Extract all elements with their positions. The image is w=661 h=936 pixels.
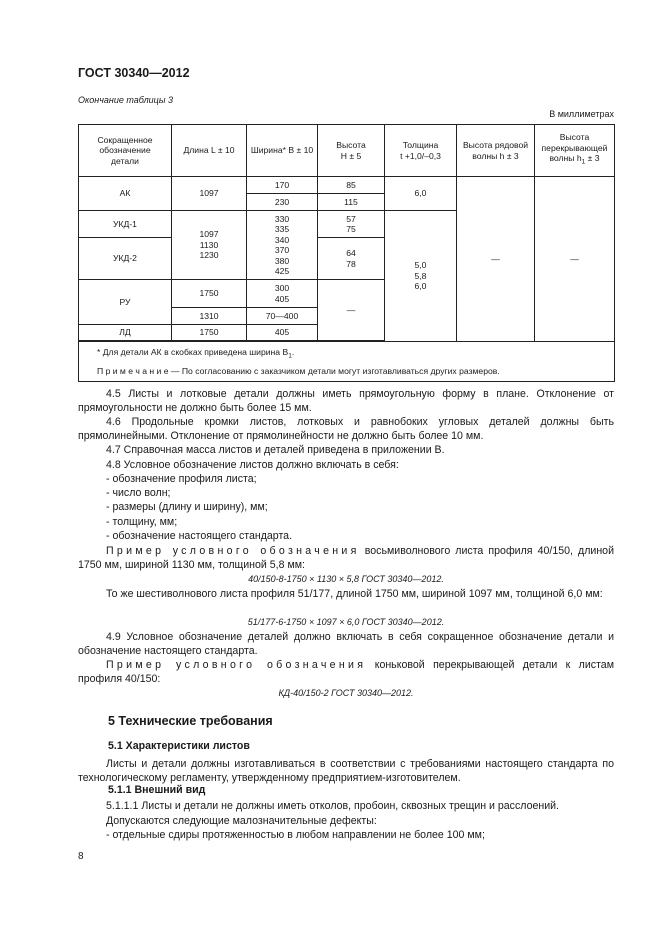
cell-ak-width-2: 230 [247, 194, 318, 211]
formula-2: 51/177-6-1750 × 1097 × 6,0 ГОСТ 30340—2012. [247, 617, 445, 627]
cell-ukd2: УКД-2 [79, 238, 172, 280]
list-item: - обозначение профиля листа; [106, 473, 257, 485]
list-item: - число волн; [106, 487, 171, 499]
paragraph-5-1-1-1: 5.1.1.1 Листы и детали не должны иметь отколов, пробоин, сквозных трещин и расслоений. [106, 800, 559, 812]
paragraph-4-6: 4.6 Продольные кромки листов, лотковых и равнобоких угловых деталей должны быть прямолинейными. Отклонение от прямолинейности не должно быть более 10 мм. [78, 416, 614, 443]
page-number: 8 [78, 851, 84, 862]
list-item: - обозначение настоящего стандарта. [106, 530, 293, 542]
paragraph-5-1: Листы и детали должны изготавливаться в соответствии с требованиями настоящего стандарта по технологическому регламенту, утвержденному предприятием-изготовителем. [78, 758, 614, 785]
cell-ru-length-1: 1750 [172, 280, 247, 308]
cell-wave-row-dash: — [457, 177, 535, 342]
cell-ukd2-height: 64 78 [318, 238, 385, 280]
section-5-1-1-heading: 5.1.1 Внешний вид [108, 784, 206, 796]
cell-wave-over-dash: — [535, 177, 615, 342]
cell-ak-height-2: 115 [318, 194, 385, 211]
formula-3: КД-40/150-2 ГОСТ 30340—2012. [278, 688, 414, 698]
example-2: То же шестиволнового листа профиля 51/177, длиной 1750 мм, шириной 1097 мм, толщиной 6,0 мм: [106, 588, 603, 600]
list-item: - размеры (длину и ширину), мм; [106, 501, 268, 513]
cell-ak-thickness: 6,0 [385, 177, 457, 211]
header-thickness: Толщина t +1,0/–0,3 [385, 125, 457, 177]
cell-ak: АК [79, 177, 172, 211]
cell-ru-width-2: 70—400 [247, 308, 318, 325]
example-3: Пример условного обозначения коньковой перекрывающей детали к листам профиля 40/150: [78, 659, 614, 686]
list-item: - толщину, мм; [106, 516, 178, 528]
header-width: Ширина* В ± 10 [247, 125, 318, 177]
table-notes [79, 342, 615, 382]
table-units: В миллиметрах [549, 109, 614, 119]
cell-thickness-2: 5,0 5,8 6,0 [385, 211, 457, 342]
section-5-1-heading: 5.1 Характеристики листов [108, 740, 250, 752]
cell-ru: РУ [79, 280, 172, 325]
list-item: - отдельные сдиры протяженностью в любом направлении не более 100 мм; [106, 829, 485, 841]
cell-ukd-width: 330 335 340 370 380 425 [247, 211, 318, 280]
header-length: Длина L ± 10 [172, 125, 247, 177]
header-wave-row: Высота рядовой волны h ± 3 [457, 125, 535, 177]
paragraph-4-7: 4.7 Справочная масса листов и деталей приведена в приложении В. [106, 444, 445, 456]
dimensions-table [78, 124, 615, 382]
cell-ld-width: 405 [247, 325, 318, 341]
cell-ak-height-1: 85 [318, 177, 385, 194]
table-caption: Окончание таблицы 3 [78, 95, 173, 105]
table-note: П р и м е ч а н и е — По согласованию с заказчиком детали могут изготавливаться других размеров. [97, 365, 500, 376]
cell-ukd-length: 1097 1130 1230 [172, 211, 247, 280]
paragraph-4-5: 4.5 Листы и лотковые детали должны иметь прямоугольную форму в плане. Отклонение от прямоугольности не должно быть более 15 мм. [78, 388, 614, 415]
table-footnote: * Для детали АК в скобках приведена ширина $В_1$. [97, 347, 295, 360]
document-header: ГОСТ 30340—2012 [78, 66, 190, 80]
cell-ru-height: — [318, 280, 385, 341]
section-5-heading: 5 Технические требования [108, 714, 273, 728]
example-1: Пример условного обозначения восьмиволнового листа профиля 40/150, длиной 1750 мм, шириной 1130 мм, толщиной 5,8 мм: [78, 545, 614, 572]
cell-ukd1: УКД-1 [79, 211, 172, 238]
paragraph-4-9: 4.9 Условное обозначение деталей должно включать в себя сокращенное обозначение детали и обозначение настоящего стандарта. [78, 631, 614, 658]
header-wave-over: Высота перекрывающей волны $h_1 \pm 3$ [535, 125, 615, 177]
cell-ukd1-height: 57 75 [318, 211, 385, 238]
formula-1: 40/150-8-1750 × 1130 × 5,8 ГОСТ 30340—2012. [248, 574, 444, 584]
header-height: Высота Н ± 5 [318, 125, 385, 177]
cell-ru-length-2: 1310 [172, 308, 247, 325]
cell-ru-width-1: 300 405 [247, 280, 318, 308]
cell-ld: ЛД [79, 325, 172, 341]
paragraph-defects: Допускаются следующие малозначительные дефекты: [106, 815, 377, 827]
header-name: Сокращенное обозначение детали [79, 125, 172, 177]
cell-ld-length: 1750 [172, 325, 247, 341]
cell-ak-length: 1097 [172, 177, 247, 211]
paragraph-4-8: 4.8 Условное обозначение листов должно включать в себя: [106, 459, 399, 471]
cell-ak-width-1: 170 [247, 177, 318, 194]
